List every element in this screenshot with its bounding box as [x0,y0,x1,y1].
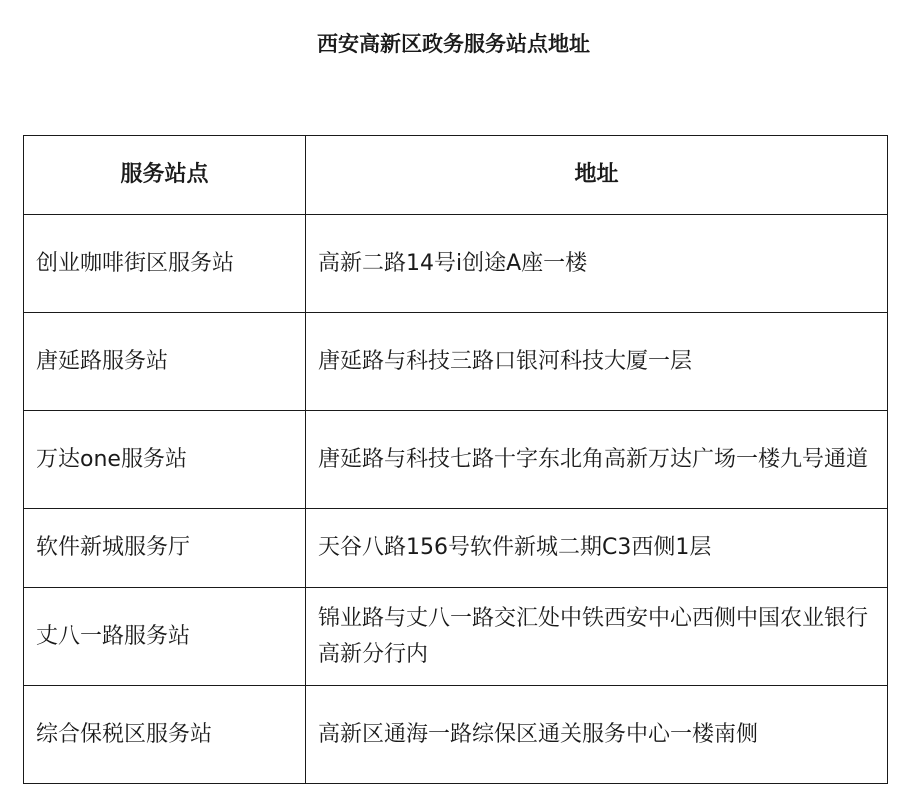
page-title: 西安高新区政务服务站点地址 [317,32,590,56]
table-row [24,686,888,784]
table-row [24,215,888,313]
station-address: 唐延路与科技三路口银河科技大厦一层 [306,313,888,411]
table-row [24,313,888,411]
table-row [24,509,888,588]
table-row [24,588,888,686]
station-name: 唐延路服务站 [24,313,306,411]
header-row [24,136,888,215]
stations-table [23,135,888,784]
station-address: 天谷八路156号软件新城二期C3西侧1层 [306,509,888,588]
table-row [24,411,888,509]
station-name: 软件新城服务厅 [24,509,306,588]
header-station: 服务站点 [24,136,306,215]
station-name: 创业咖啡街区服务站 [24,215,306,313]
station-name: 万达one服务站 [24,411,306,509]
station-address: 锦业路与丈八一路交汇处中铁西安中心西侧中国农业银行高新分行内 [306,588,888,686]
station-address: 高新二路14号i创途A座一楼 [306,215,888,313]
station-address: 唐延路与科技七路十字东北角高新万达广场一楼九号通道 [306,411,888,509]
header-address: 地址 [306,136,888,215]
station-name: 综合保税区服务站 [24,686,306,784]
station-name: 丈八一路服务站 [24,588,306,686]
station-address: 高新区通海一路综保区通关服务中心一楼南侧 [306,686,888,784]
